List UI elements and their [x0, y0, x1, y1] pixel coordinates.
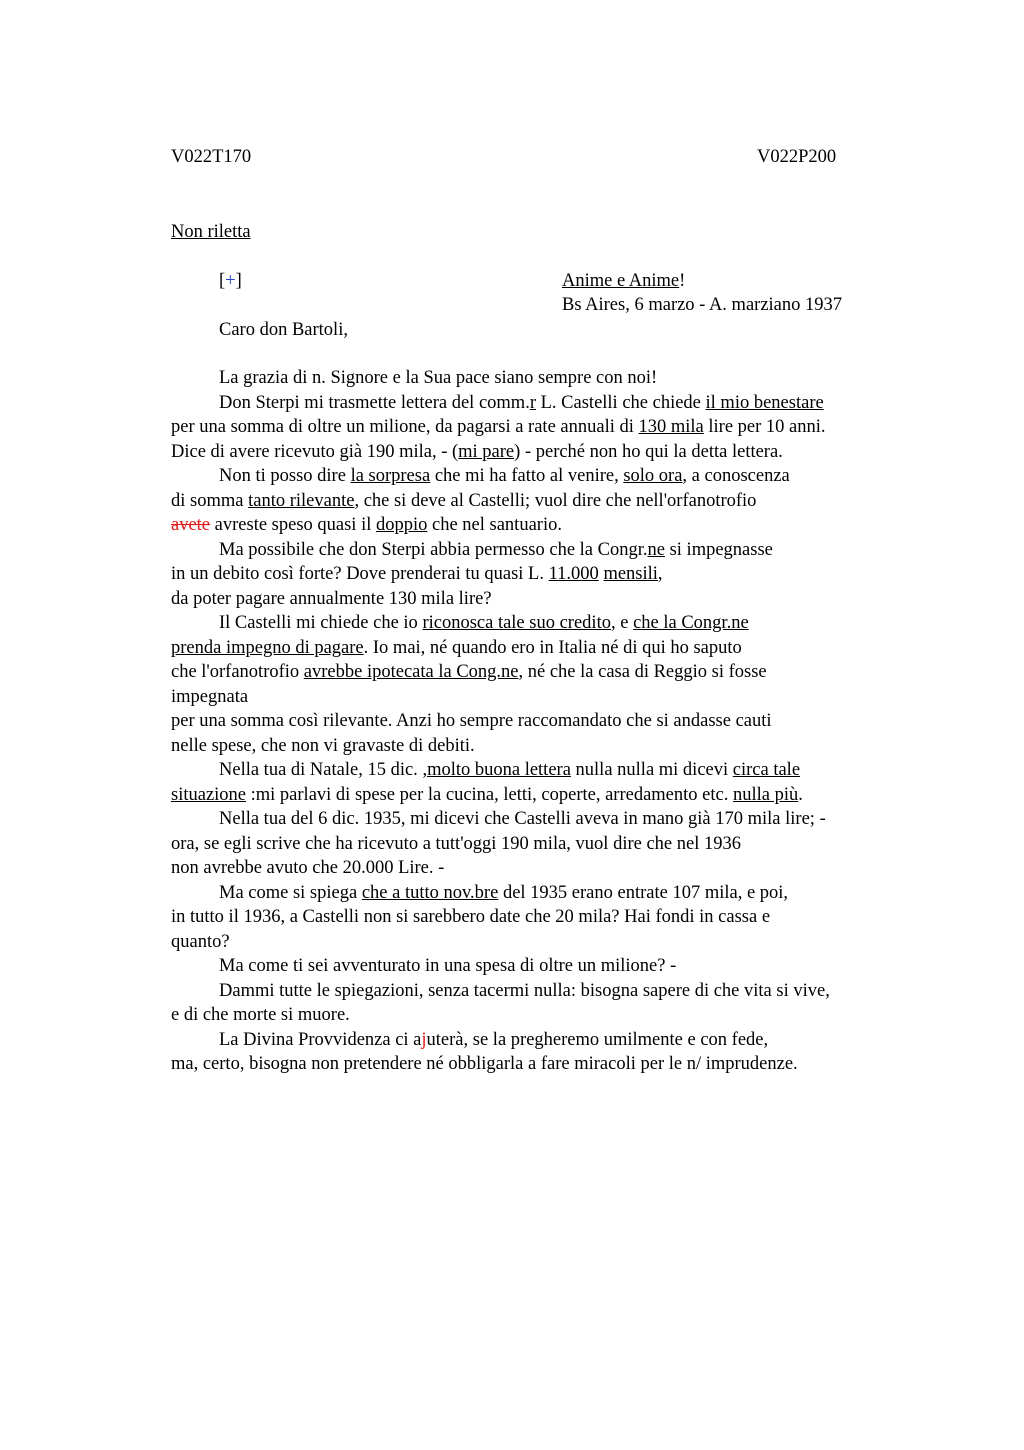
- letter-line: Ma come ti sei avventurato in una spesa di oltre un milione? -: [219, 956, 677, 976]
- letter-line: Dice di avere ricevuto già 190 mila, - (mi pare) - perché non ho qui la detta lettera.: [171, 441, 783, 462]
- letter-line: Ma possibile che don Sterpi abbia permesso che la Congr.ne si impegnasse: [219, 539, 773, 560]
- motto: [562, 269, 685, 294]
- letter-line: nelle spese, che non vi gravaste di debiti.: [171, 735, 475, 756]
- plus-marker: +: [225, 271, 236, 291]
- marker-open: [: [219, 271, 226, 291]
- letter-line: non avrebbe avuto che 20.000 Lire. -: [171, 858, 445, 878]
- letter-line: Ma come si spiega che a tutto nov.bre del 1935 erano entrate 107 mila, e poi,: [219, 882, 789, 903]
- motto-text: Anime e Anime: [562, 271, 680, 291]
- motto-suffix: !: [679, 271, 686, 291]
- letter-line: e di che morte si muore.: [171, 1005, 350, 1025]
- marker-close: ]: [235, 271, 242, 291]
- letter-line: La Divina Provvidenza ci ajuterà, se la pregheremo umilmente e con fede,: [219, 1029, 769, 1050]
- letter-line: quanto?: [171, 931, 230, 952]
- letter-line: ma, certo, bisogna non pretendere né obbligarla a fare miracoli per le n/ imprudenze.: [171, 1054, 798, 1074]
- letter-line: Il Castelli mi chiede che io riconosca tale suo credito, e che la Congr.ne: [219, 613, 749, 633]
- letter-line: di somma tanto rilevante, che si deve al Castelli; vuol dire che nell'orfanotrofio: [171, 490, 757, 511]
- letter-body: [171, 366, 911, 1077]
- status-note: Non riletta: [171, 222, 251, 242]
- letter-line: impegnata: [171, 686, 249, 707]
- letter-line: Nella tua di Natale, 15 dic. ,molto buona lettera nulla nulla mi dicevi circa tale: [219, 760, 801, 780]
- letter-line: per una somma di oltre un milione, da pagarsi a rate annuali di 130 mila lire per 10 anni.: [171, 417, 826, 437]
- place-date: Bs Aires, 6 marzo - A. marziano 1937: [562, 295, 843, 315]
- letter-line: Nella tua del 6 dic. 1935, mi dicevi che Castelli aveva in mano già 170 mila lire; -: [219, 809, 826, 829]
- letter-line: in un debito così forte? Dove prenderai tu quasi L. 11.000 mensili,: [171, 564, 663, 584]
- document-code-right: V022P200: [757, 147, 837, 167]
- letter-line: ora, se egli scrive che ha ricevuto a tutt'oggi 190 mila, vuol dire che nel 1936: [171, 833, 741, 854]
- letter-line: Dammi tutte le spiegazioni, senza tacermi nulla: bisogna sapere di che vita si vive,: [219, 980, 830, 1001]
- marker: [219, 269, 242, 294]
- document-code-left: V022T170: [171, 147, 252, 167]
- letter-line: La grazia di n. Signore e la Sua pace siano sempre con noi!: [219, 368, 658, 388]
- letter-line: prenda impegno di pagare. Io mai, né quando ero in Italia né di qui ho saputo: [171, 637, 742, 658]
- salutation: Caro don Bartoli,: [219, 320, 348, 340]
- corrected-letter: j: [421, 1029, 427, 1050]
- letter-line: da poter pagare annualmente 130 mila lire?: [171, 588, 492, 609]
- letter-line: situazione :mi parlavi di spese per la cucina, letti, coperte, arredamento etc. nulla più.: [171, 784, 803, 805]
- letter-line: in tutto il 1936, a Castelli non si sarebbero date che 20 mila? Hai fondi in cassa e: [171, 907, 771, 927]
- letter-line: che l'orfanotrofio avrebbe ipotecata la Cong.ne, né che la casa di Reggio si fosse: [171, 662, 767, 682]
- letter-line: Non ti posso dire la sorpresa che mi ha fatto al venire, solo ora, a conoscenza: [219, 466, 790, 486]
- letter-line: avete avreste speso quasi il doppio che nel santuario.: [171, 515, 562, 535]
- letter-line: per una somma così rilevante. Anzi ho sempre raccomandato che si andasse cauti: [171, 711, 772, 731]
- letter-line: Don Sterpi mi trasmette lettera del comm.r L. Castelli che chiede il mio benestare: [219, 392, 824, 413]
- deleted-word: avete: [171, 515, 211, 535]
